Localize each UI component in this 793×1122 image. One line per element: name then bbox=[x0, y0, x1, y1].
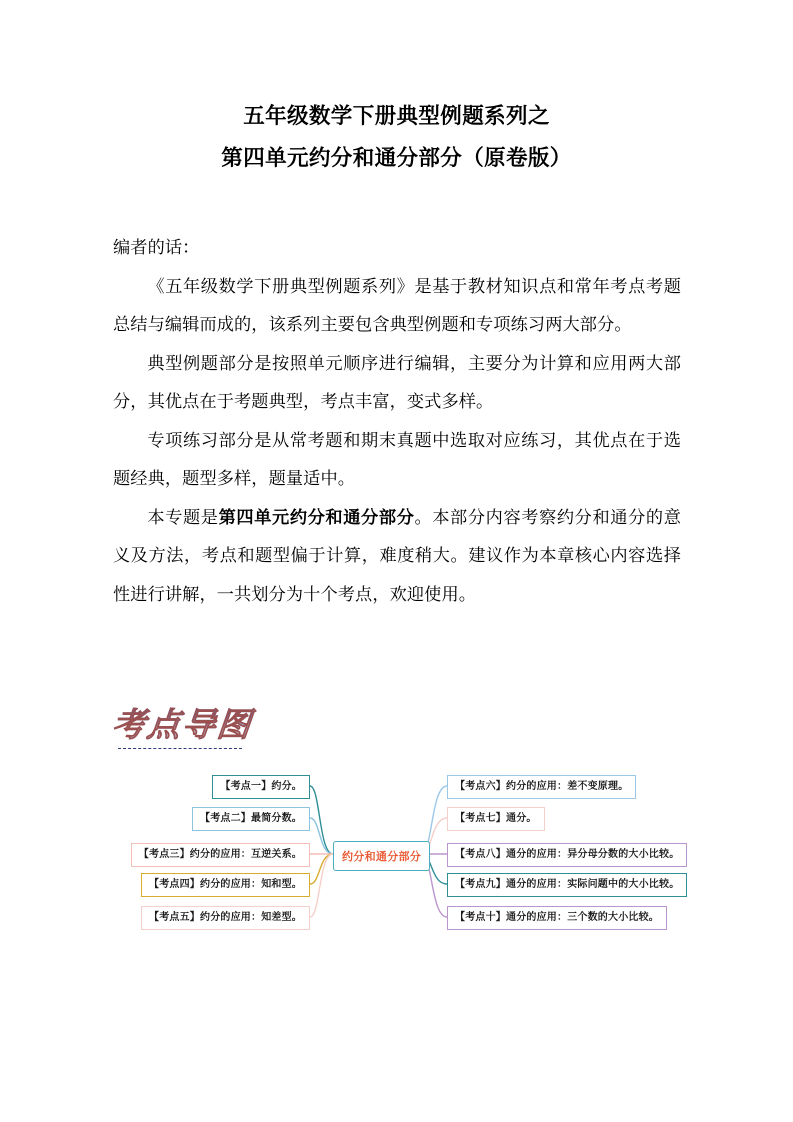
section-heading-wordart bbox=[112, 706, 342, 762]
mindmap-node-right-4[interactable]: 【考点九】通分的应用：实际问题中的大小比较。 bbox=[447, 873, 687, 897]
mindmap-diagram bbox=[0, 762, 793, 947]
paragraph-3: 专项练习部分是从常考题和期末真题中选取对应练习，其优点在于选题经典，题型多样，题量适中。 bbox=[113, 429, 681, 488]
mindmap-connector bbox=[310, 818, 333, 854]
mindmap-node-left-5[interactable]: 【考点五】约分的应用：知差型。 bbox=[141, 906, 310, 930]
closing-bold-topic: 第四单元约分和通分部分 bbox=[218, 506, 415, 527]
closing-suffix: 。本部分内容考察约分和通分的意义及方法，考点和题型偏于计算，难度稍大。建议作为本章核心内容选择性进行讲解，一共划分为十个考点，欢迎使用。 bbox=[113, 506, 681, 604]
paragraph-1: 《五年级数学下册典型例题系列》是基于教材知识点和常年考点考题总结与编辑而成的，该系列主要包含典型例题和专项练习两大部分。 bbox=[113, 275, 681, 334]
mindmap-node-right-5[interactable]: 【考点十】通分的应用：三个数的大小比较。 bbox=[447, 906, 667, 930]
preface-heading: 编者的话： bbox=[113, 237, 200, 257]
section-heading-underline bbox=[118, 748, 242, 749]
mindmap-node-left-3[interactable]: 【考点三】约分的应用：互逆关系。 bbox=[131, 843, 310, 867]
mindmap-center-node[interactable]: 约分和通分部分 bbox=[333, 841, 430, 871]
closing-prefix: 本专题是 bbox=[147, 506, 219, 527]
section-heading-text: 考点导图 bbox=[110, 708, 254, 744]
mindmap-node-right-2[interactable]: 【考点七】通分。 bbox=[447, 807, 545, 831]
preface-body bbox=[113, 228, 681, 613]
paragraph-4 bbox=[113, 498, 681, 614]
page-title bbox=[0, 95, 793, 179]
mindmap-node-left-2[interactable]: 【考点二】最简分数。 bbox=[192, 807, 310, 831]
mindmap-node-left-4[interactable]: 【考点四】约分的应用：知和型。 bbox=[141, 873, 310, 897]
mindmap-node-right-1[interactable]: 【考点六】约分的应用：差不变原理。 bbox=[447, 775, 636, 799]
paragraph-2: 典型例题部分是按照单元顺序进行编辑，主要分为计算和应用两大部分，其优点在于考题典型，考点丰富，变式多样。 bbox=[113, 352, 681, 411]
title-line-1: 五年级数学下册典型例题系列之 bbox=[243, 104, 550, 128]
mindmap-node-right-3[interactable]: 【考点八】通分的应用：异分母分数的大小比较。 bbox=[447, 843, 687, 867]
mindmap-node-left-1[interactable]: 【考点一】约分。 bbox=[212, 775, 310, 799]
title-line-2: 第四单元约分和通分部分（原卷版） bbox=[221, 146, 572, 170]
